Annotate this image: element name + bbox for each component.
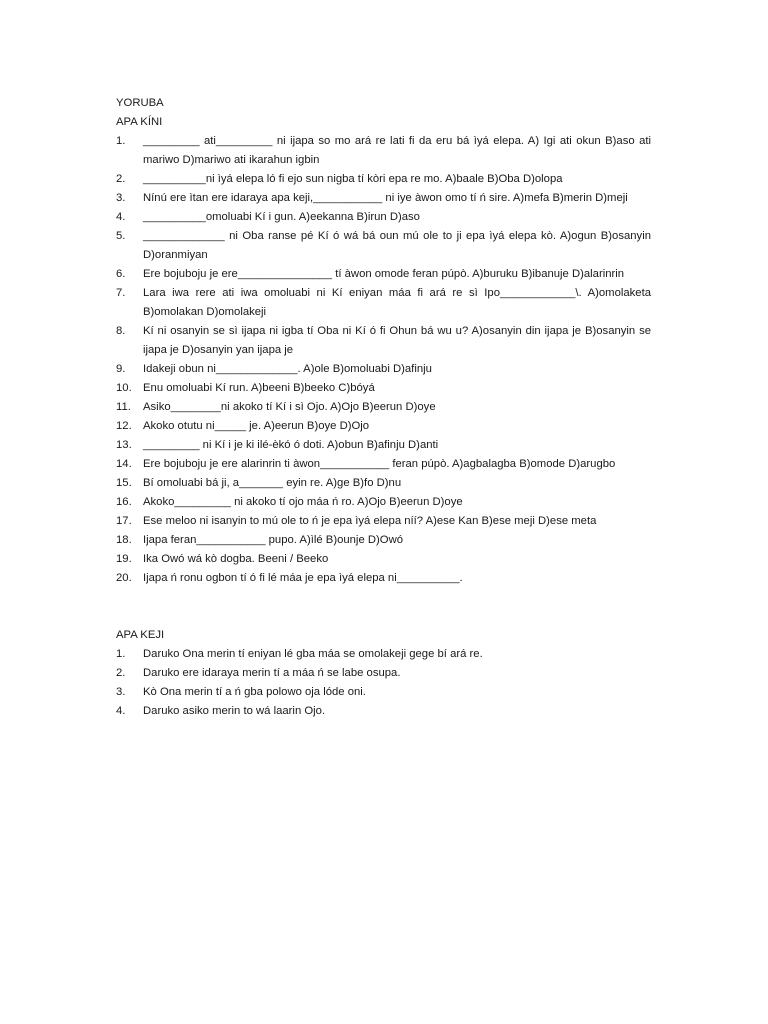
question-number: 8. (116, 325, 126, 337)
question-item (116, 208, 651, 227)
question-text: _________ ati_________ ni ijapa so mo ará re lati fi da eru bá ìyá elepa. A) Igi ati okun B)aso ati mariwo D)mariwo ati ikarahun igbin (143, 135, 651, 166)
question-item (116, 550, 651, 569)
question-item (116, 474, 651, 493)
question-number: 14. (116, 458, 132, 470)
question-item (116, 227, 651, 265)
question-text: Ere bojuboju je ere_______________ tí àwon omode feran púpò. A)buruku B)ibanuje D)alarinrin (143, 268, 625, 280)
question-number: 7. (116, 287, 126, 299)
question-item (116, 531, 651, 550)
question-text: Akoko otutu ni_____ je. A)eerun B)oye D)Ojo (143, 420, 370, 432)
question-item (116, 170, 651, 189)
question-number: 12. (116, 420, 132, 432)
question-text: Bí omoluabi bá ji, a_______ eyin re. A)ge B)fo D)nu (143, 477, 402, 489)
question-number: 19. (116, 553, 132, 565)
question-item (116, 455, 651, 474)
question-text: Asiko________ni akoko tí Kí i sì Ojo. A)Ojo B)eerun D)oye (143, 401, 436, 413)
question-item (116, 379, 651, 398)
question-number: 1. (116, 648, 126, 660)
question-number: 5. (116, 230, 126, 242)
question-number: 17. (116, 515, 132, 527)
question-text: Daruko asiko merin to wá laarin Ojo. (143, 705, 326, 717)
question-text: Daruko Ona merin tí eniyan lé gba máa se omolakeji gege bí ará re. (143, 648, 483, 660)
question-item (116, 664, 651, 683)
question-text: Akoko_________ ni akoko tí ojo máa ń ro. A)Ojo B)eerun D)oye (143, 496, 463, 508)
question-text: Ika Owó wá kò dogba. Beeni / Beeko (143, 553, 329, 565)
question-number: 11. (116, 401, 131, 413)
question-number: 16. (116, 496, 132, 508)
document-title: YORUBA (116, 97, 164, 109)
part2-heading: APA KEJI (116, 629, 165, 641)
question-text: Lara iwa rere ati iwa omoluabi ni Kí eniyan máa fi ará re sì Ipo____________\. A)omolaketa B)omolakan D)omolakeji (143, 287, 651, 318)
question-item (116, 265, 651, 284)
document-page (116, 94, 651, 721)
question-number: 4. (116, 705, 126, 717)
question-text: _________ ni Kí i je ki ilé-èkó ó doti. A)obun B)afinju D)anti (143, 439, 439, 451)
question-item (116, 398, 651, 417)
question-item (116, 645, 651, 664)
question-number: 2. (116, 667, 126, 679)
question-text: __________ni ìyá elepa ló fi ejo sun nigba tí kòri epa re mo. A)baale B)Oba D)olopa (143, 173, 563, 185)
question-number: 3. (116, 686, 126, 698)
question-text: __________omoluabi Kí i gun. A)eekanna B)irun D)aso (143, 211, 420, 223)
question-item (116, 683, 651, 702)
question-item (116, 284, 651, 322)
question-number: 10. (116, 382, 132, 394)
question-text: _____________ ni Oba ranse pé Kí ó wá bá oun mú ole to ji epa ìyá elepa kò. A)ogun B)osanyin D)oranmiyan (143, 230, 651, 261)
question-number: 1. (116, 135, 126, 147)
question-item (116, 493, 651, 512)
question-number: 18. (116, 534, 132, 546)
section-spacer (116, 588, 651, 626)
question-item (116, 512, 651, 531)
part2-question-list (116, 645, 651, 721)
question-text: Daruko ere idaraya merin tí a máa ń se labe osupa. (143, 667, 401, 679)
question-text: Ijapa feran___________ pupo. A)ìlé B)ounje D)Owó (143, 534, 404, 546)
question-number: 2. (116, 173, 126, 185)
question-text: Ere bojuboju je ere alarinrin ti àwon___________ feran púpò. A)agbalagba B)omode D)arugbo (143, 458, 616, 470)
question-text: Kò Ona merin tí a ń gba polowo oja lóde oni. (143, 686, 366, 698)
question-item (116, 436, 651, 455)
question-number: 6. (116, 268, 126, 280)
part1-question-list (116, 132, 651, 588)
part1-heading: APA KÍNI (116, 116, 163, 128)
question-text: Ijapa ń ronu ogbon tí ó fi lé máa je epa ìyá elepa ni__________. (143, 572, 463, 584)
question-text: Enu omoluabi Kí run. A)beeni B)beeko C)bóyá (143, 382, 375, 394)
question-item (116, 417, 651, 436)
question-number: 9. (116, 363, 126, 375)
question-item (116, 132, 651, 170)
question-number: 20. (116, 572, 132, 584)
question-item (116, 702, 651, 721)
question-text: Ese meloo ni isanyin to mú ole to ń je epa ìyá elepa níí? A)ese Kan B)ese meji D)ese meta (143, 515, 597, 527)
question-number: 15. (116, 477, 132, 489)
question-number: 4. (116, 211, 126, 223)
question-item (116, 189, 651, 208)
question-number: 3. (116, 192, 126, 204)
question-text: Idakeji obun ni_____________. A)ole B)omoluabi D)afinju (143, 363, 432, 375)
question-item (116, 360, 651, 379)
question-number: 13. (116, 439, 132, 451)
question-text: Kí ni osanyin se sì ijapa ni igba tí Oba ni Kí ó fi Ohun bá wu u? A)osanyin din ijapa je B)osanyin se ijapa je D)osanyin yan ijapa je (143, 325, 651, 356)
question-item (116, 322, 651, 360)
question-item (116, 569, 651, 588)
question-text: Nínú ere ìtan ere idaraya apa keji,___________ ni iye àwon omo tí ń sire. A)mefa B)merin D)meji (143, 192, 628, 204)
